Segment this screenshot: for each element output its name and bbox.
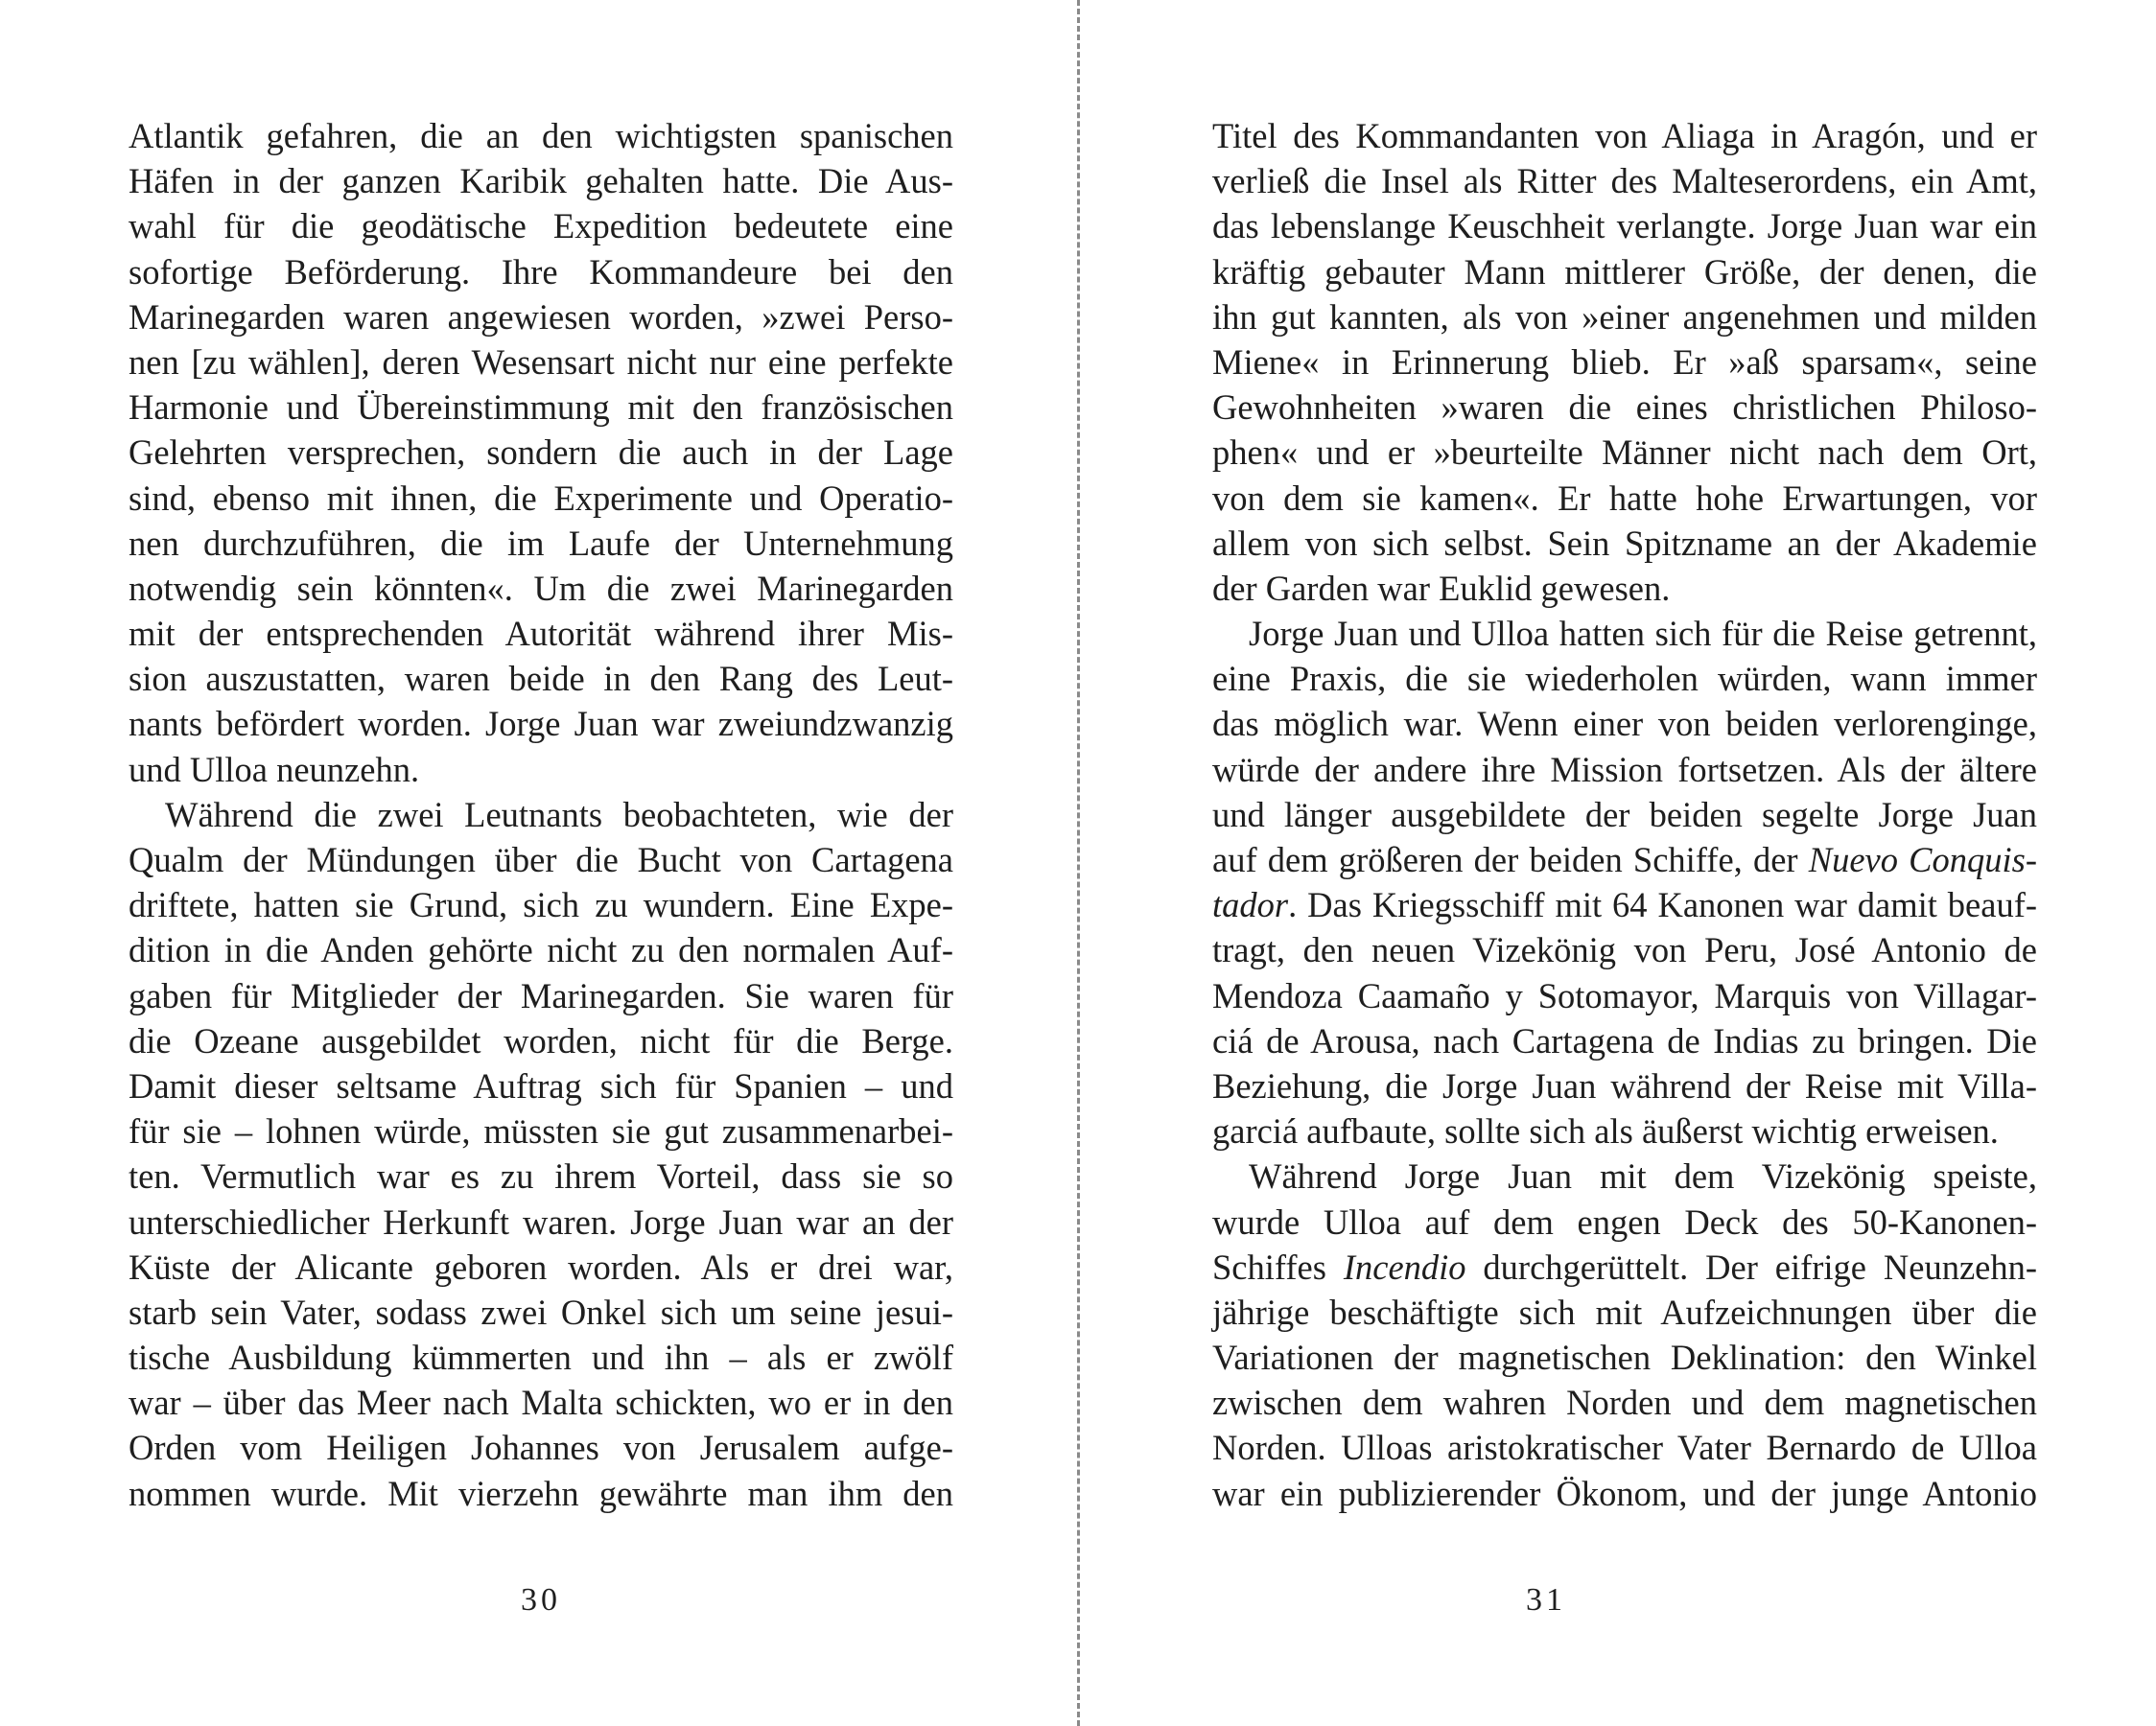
italic-ship-name: Nuevo Conquis- bbox=[1808, 840, 2037, 879]
text-line: eine Praxis, die sie wiederholen würden, wann immer bbox=[1212, 659, 2037, 699]
text-line: Beziehung, die Jorge Juan während der Reise mit Villa- bbox=[1212, 1065, 2037, 1106]
text-line: nen [zu wählen], deren Wesensart nicht nur eine perfekte bbox=[129, 341, 953, 382]
text-line: Gewohnheiten »waren die eines christlichen Philoso- bbox=[1212, 387, 2037, 428]
text-line: sion auszustatten, waren beide in den Rang des Leut- bbox=[129, 659, 953, 699]
text-line: driftete, hatten sie Grund, sich zu wundern. Eine Expe- bbox=[129, 885, 953, 925]
right-page-body-text bbox=[1212, 113, 2037, 1516]
text-line: Mendoza Caamaño y Sotomayor, Marquis von Villagar- bbox=[1212, 975, 2037, 1015]
text-line: Orden vom Heiligen Johannes von Jerusalem aufge- bbox=[129, 1428, 953, 1468]
text-line: mit der entsprechenden Autorität während ihrer Mis- bbox=[129, 614, 953, 654]
text-line: würde der andere ihre Mission fortsetzen. Als der ältere bbox=[1212, 749, 2037, 789]
text-line: unterschiedlicher Herkunft waren. Jorge Juan war an der bbox=[129, 1201, 953, 1242]
text-line: zwischen dem wahren Norden und dem magnetischen bbox=[1212, 1383, 2037, 1423]
text-line: Jorge Juan und Ulloa hatten sich für die Reise getrennt, bbox=[1249, 614, 2037, 654]
text-line: ihn gut kannten, als von »einer angenehmen und milden bbox=[1212, 296, 2037, 337]
text-line: wahl für die geodätische Expedition bedeutete eine bbox=[129, 206, 953, 246]
text-line: garciá aufbaute, sollte sich als äußerst wichtig erweisen. bbox=[1212, 1111, 1999, 1152]
text-line: jährige beschäftigte sich mit Aufzeichnungen über die bbox=[1212, 1292, 2037, 1332]
text-line: ciá de Arousa, nach Cartagena de Indias zu bringen. Die bbox=[1212, 1020, 2037, 1061]
text-line: war – über das Meer nach Malta schickten, wo er in den bbox=[129, 1383, 953, 1423]
text-line: gaben für Mitglieder der Marinegarden. Sie waren für bbox=[129, 975, 953, 1015]
text-line: und Ulloa neunzehn. bbox=[129, 749, 420, 789]
text-line: sofortige Beförderung. Ihre Kommandeure bei den bbox=[129, 251, 953, 292]
text-line: tragt, den neuen Vizekönig von Peru, José Antonio de bbox=[1212, 930, 2037, 970]
text-line: wurde Ulloa auf dem engen Deck des 50-Kanonen- bbox=[1212, 1201, 2037, 1242]
text-line: Häfen in der ganzen Karibik gehalten hatte. Die Aus- bbox=[129, 161, 953, 201]
text-line: kräftig gebauter Mann mittlerer Größe, der denen, die bbox=[1212, 251, 2037, 292]
page-number-right: 31 bbox=[1526, 1582, 1566, 1618]
text-line: die Ozeane ausgebildet worden, nicht für die Berge. bbox=[129, 1020, 953, 1061]
italic-ship-name: tador bbox=[1212, 885, 1289, 925]
text-line: dition in die Anden gehörte nicht zu den normalen Auf- bbox=[129, 930, 953, 970]
text-line: Miene« in Erinnerung blieb. Er »aß sparsam«, seine bbox=[1212, 341, 2037, 382]
italic-ship-name: Incendio bbox=[1343, 1247, 1466, 1287]
text-line: phen« und er »beurteilte Männer nicht nach dem Ort, bbox=[1212, 432, 2037, 473]
right-page bbox=[1078, 0, 2156, 1726]
text-line: Schiffes Incendio durchgerüttelt. Der eifrige Neunzehn- bbox=[1212, 1247, 2038, 1287]
text-line: starb sein Vater, sodass zwei Onkel sich um seine jesui- bbox=[129, 1292, 953, 1332]
text-line: der Garden war Euklid gewesen. bbox=[1212, 568, 1671, 608]
text-line: und länger ausgebildete der beiden segelte Jorge Juan bbox=[1212, 794, 2037, 834]
text-line: für sie – lohnen würde, müssten sie gut zusammenarbei- bbox=[129, 1111, 953, 1152]
text-line: das lebenslange Keuschheit verlangte. Jorge Juan war ein bbox=[1212, 206, 2037, 246]
text-line: notwendig sein könnten«. Um die zwei Marinegarden bbox=[129, 568, 953, 608]
text-line: Variationen der magnetischen Deklination: den Winkel bbox=[1212, 1338, 2037, 1378]
text-line: ten. Vermutlich war es zu ihrem Vorteil, dass sie so bbox=[129, 1156, 953, 1197]
text-line: nen durchzuführen, die im Laufe der Unternehmung bbox=[129, 523, 953, 563]
text-line: Küste der Alicante geboren worden. Als er drei war, bbox=[129, 1247, 953, 1287]
text-line: Atlantik gefahren, die an den wichtigsten spanischen bbox=[129, 116, 953, 155]
text-line: sind, ebenso mit ihnen, die Experimente und Operatio- bbox=[129, 478, 953, 518]
text-line: Qualm der Mündungen über die Bucht von Cartagena bbox=[129, 840, 953, 879]
text-line: verließ die Insel als Ritter des Malteserordens, ein Amt, bbox=[1212, 161, 2037, 201]
text-line: von dem sie kamen«. Er hatte hohe Erwartungen, vor bbox=[1212, 478, 2037, 518]
text-line: Während Jorge Juan mit dem Vizekönig speiste, bbox=[1249, 1156, 2037, 1197]
page-number-left: 30 bbox=[521, 1582, 561, 1618]
text-line: auf dem größeren der beiden Schiffe, der Nuevo Conquis- bbox=[1212, 840, 2037, 879]
text-line: nommen wurde. Mit vierzehn gewährte man ihm den bbox=[129, 1473, 953, 1513]
text-line: das möglich war. Wenn einer von beiden verlorenginge, bbox=[1212, 704, 2037, 744]
text-line: Während die zwei Leutnants beobachteten, wie der bbox=[165, 794, 953, 834]
text-line: Harmonie und Übereinstimmung mit den französischen bbox=[129, 387, 953, 428]
text-line: Marinegarden waren angewiesen worden, »zwei Perso- bbox=[129, 296, 953, 337]
text-line: Damit dieser seltsame Auftrag sich für Spanien – und bbox=[129, 1065, 953, 1106]
text-line: allem von sich selbst. Sein Spitzname an der Akademie bbox=[1212, 523, 2037, 563]
left-page-body-text bbox=[129, 113, 953, 1516]
text-line: Gelehrten versprechen, sondern die auch in der Lage bbox=[129, 432, 953, 473]
text-line: tische Ausbildung kümmerten und ihn – als er zwölf bbox=[129, 1338, 953, 1378]
text-line: nants befördert worden. Jorge Juan war zweiundzwanzig bbox=[129, 704, 953, 744]
text-line: Titel des Kommandanten von Aliaga in Aragón, und er bbox=[1212, 116, 2037, 155]
text-line: tador. Das Kriegsschiff mit 64 Kanonen war damit beauf- bbox=[1212, 885, 2037, 925]
text-line: war ein publizierender Ökonom, und der junge Antonio bbox=[1212, 1473, 2037, 1513]
text-line: Norden. Ulloas aristokratischer Vater Bernardo de Ulloa bbox=[1212, 1428, 2037, 1468]
